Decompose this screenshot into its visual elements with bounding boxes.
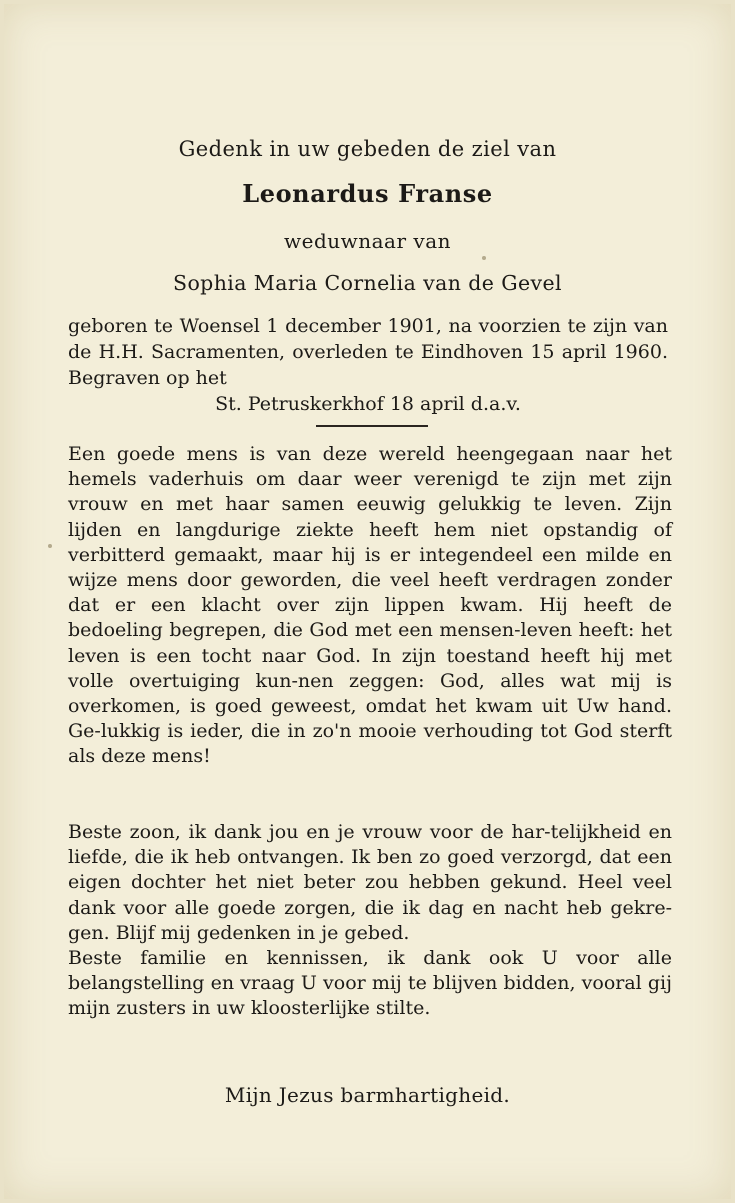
details-last-line: St. Petruskerkhof 18 april d.a.v.: [215, 393, 521, 415]
birth-death-details: [68, 313, 668, 417]
details-main-text: geboren te Woensel 1 december 1901, na voorzien te zijn van de H.H. Sacramenten, overleden te Eindhoven 15 april 1960. Begraven op het: [68, 315, 668, 389]
memorial-card: [4, 4, 731, 1199]
divider-rule: [316, 425, 428, 427]
paper-speck: [48, 544, 52, 548]
deceased-name: Leonardus Franse: [242, 179, 493, 208]
body-paragraph-1: Een goede mens is van deze wereld heengegaan naar het hemels vaderhuis om daar weer verenigd te zijn met zijn vrouw en met haar samen eeuwig gelukkig te leven. Zijn lijden en langdurige ziekte heeft hem niet opstandig of verbitterd gemaakt, maar hij is er integendeel een milde en wijze mens door geworden, die veel heeft verdragen zonder dat er een klacht over zijn lippen kwam. Hij heeft de bedoeling begrepen, die God met een mensen-leven heeft: het leven is een tocht naar God. In zijn toestand heeft hij met volle overtuiging kun-nen zeggen: God, alles wat mij is overkomen, is goed geweest, omdat het kwam uit Uw hand. Ge-lukkig is ieder, die in zo'n mooie verhouding tot God sterft als deze mens!: [68, 443, 672, 768]
closing-prayer: Mijn Jezus barmhartigheid.: [224, 1083, 511, 1107]
body-paragraph-2: Beste zoon, ik dank jou en je vrouw voor de har-telijkheid en liefde, die ik heb ontvangen. Ik ben zo goed verzorgd, dat een eigen dochter het niet beter zou hebben gekund. Heel veel dank voor alle goede zorgen, die ik dag en nacht heb gekre-gen. Blijf mij gedenken in je gebed.: [68, 821, 672, 944]
paper-speck: [482, 256, 486, 260]
relation-line: weduwnaar van: [283, 229, 451, 253]
spouse-name: Sophia Maria Cornelia van de Gevel: [173, 271, 562, 295]
intro-line: Gedenk in uw gebeden de ziel van: [178, 137, 557, 161]
body-paragraph-3: Beste familie en kennissen, ik dank ook U voor alle belangstelling en vraag U voor mij te blijven bidden, vooral gij mijn zusters in uw kloosterlijke stilte.: [68, 947, 672, 1020]
